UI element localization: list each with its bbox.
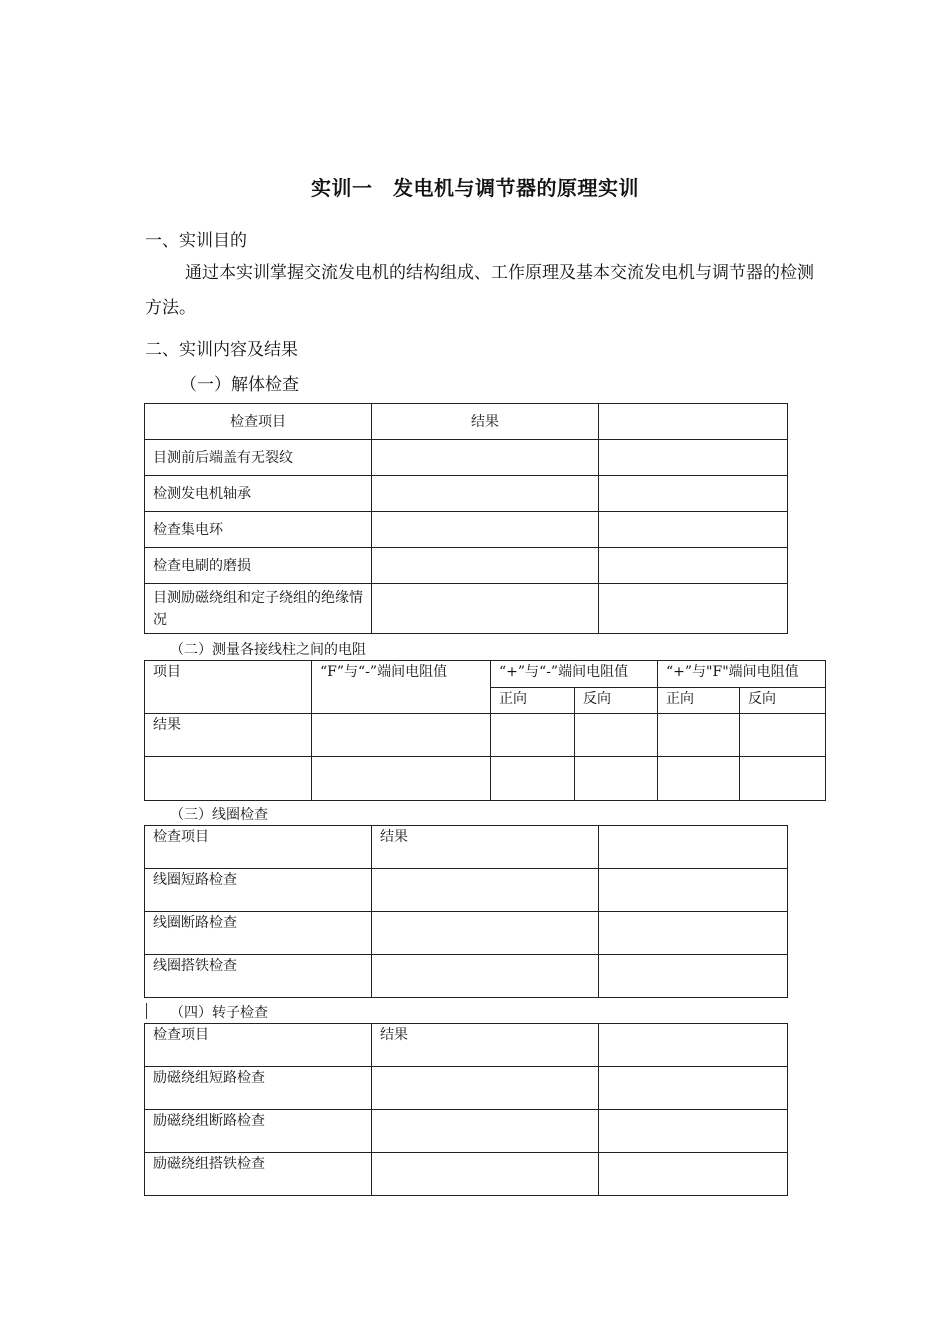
- text-cursor: [146, 1003, 147, 1019]
- table-row: [145, 548, 788, 584]
- table-header-row: [145, 661, 826, 688]
- reverse-label: 反向: [740, 688, 826, 714]
- value-cell[interactable]: [575, 714, 658, 757]
- value-cell[interactable]: [575, 757, 658, 801]
- result-cell[interactable]: [372, 1067, 599, 1110]
- value-cell[interactable]: [658, 714, 740, 757]
- value-cell[interactable]: [740, 757, 826, 801]
- part2-caption: （二）测量各接线柱之间的电阻: [170, 642, 366, 658]
- header-cell-f-minus: “F”与“-”端间电阻值: [312, 661, 491, 714]
- header-cell-plus-f: “+”与"F"端间电阻值: [658, 661, 826, 688]
- result-cell[interactable]: [372, 512, 599, 548]
- table-row: [145, 1110, 788, 1153]
- empty-cell[interactable]: [599, 548, 788, 584]
- rotor-check-table: [144, 1023, 788, 1196]
- empty-cell[interactable]: [599, 1110, 788, 1153]
- value-cell[interactable]: [312, 714, 491, 757]
- header-cell: 检查项目: [145, 404, 372, 440]
- table-row: [145, 757, 826, 801]
- item-cell: 检查电刷的磨损: [145, 548, 372, 584]
- header-cell: 检查项目: [145, 826, 372, 869]
- header-cell: 结果: [372, 826, 599, 869]
- item-cell: 线圈断路检查: [145, 912, 372, 955]
- value-cell[interactable]: [491, 714, 575, 757]
- result-cell[interactable]: [372, 1110, 599, 1153]
- table-header-row: [145, 826, 788, 869]
- table-row: [145, 440, 788, 476]
- reverse-label: 反向: [575, 688, 658, 714]
- value-cell[interactable]: [312, 757, 491, 801]
- empty-cell[interactable]: [599, 476, 788, 512]
- part3-caption: （三）线圈检查: [170, 807, 268, 823]
- part1-caption: （一）解体检查: [180, 375, 299, 395]
- empty-cell[interactable]: [599, 440, 788, 476]
- purpose-paragraph: 通过本实训掌握交流发电机的结构组成、工作原理及基本交流发电机与调节器的检测方法。: [145, 263, 814, 318]
- disassembly-table: [144, 403, 788, 634]
- header-cell: 结果: [372, 1024, 599, 1067]
- header-cell: 检查项目: [145, 1024, 372, 1067]
- result-cell[interactable]: [372, 440, 599, 476]
- value-cell[interactable]: [740, 714, 826, 757]
- page-title: 实训一 发电机与调节器的原理实训: [311, 176, 639, 200]
- table-header-row: [145, 1024, 788, 1067]
- item-cell: 线圈搭铁检查: [145, 955, 372, 998]
- table-row: [145, 476, 788, 512]
- forward-label: 正向: [491, 688, 575, 714]
- item-cell: 检查集电环: [145, 512, 372, 548]
- result-cell[interactable]: [372, 869, 599, 912]
- table-row: [145, 1153, 788, 1196]
- result-cell[interactable]: [372, 912, 599, 955]
- item-cell: 目测前后端盖有无裂纹: [145, 440, 372, 476]
- value-cell[interactable]: [658, 757, 740, 801]
- empty-cell[interactable]: [599, 1067, 788, 1110]
- result-cell[interactable]: [372, 955, 599, 998]
- table-row: [145, 714, 826, 757]
- row-label-result: 结果: [145, 714, 312, 757]
- empty-cell[interactable]: [599, 955, 788, 998]
- empty-cell[interactable]: [599, 912, 788, 955]
- empty-cell[interactable]: [599, 1153, 788, 1196]
- section-heading-content: 二、实训内容及结果: [145, 340, 298, 360]
- empty-cell[interactable]: [599, 584, 788, 634]
- coil-check-table: [144, 825, 788, 998]
- result-cell[interactable]: [372, 1153, 599, 1196]
- section-heading-purpose: 一、实训目的: [145, 231, 247, 251]
- item-cell: 励磁绕组搭铁检查: [145, 1153, 372, 1196]
- item-cell: 励磁绕组断路检查: [145, 1110, 372, 1153]
- empty-cell[interactable]: [599, 512, 788, 548]
- resistance-table: [144, 660, 826, 801]
- item-cell: 励磁绕组短路检查: [145, 1067, 372, 1110]
- part4-caption: （四）转子检查: [170, 1005, 268, 1021]
- result-cell[interactable]: [372, 584, 599, 634]
- header-cell: [599, 1024, 788, 1067]
- value-cell[interactable]: [491, 757, 575, 801]
- header-cell: [599, 826, 788, 869]
- header-cell-plus-minus: “+”与“-”端间电阻值: [491, 661, 658, 688]
- empty-cell[interactable]: [599, 869, 788, 912]
- forward-label: 正向: [658, 688, 740, 714]
- empty-cell[interactable]: [145, 757, 312, 801]
- header-cell: [599, 404, 788, 440]
- header-cell-item: 项目: [145, 661, 312, 714]
- result-cell[interactable]: [372, 476, 599, 512]
- table-row: [145, 1067, 788, 1110]
- item-cell: 目测励磁绕组和定子绕组的绝缘情况: [145, 584, 372, 634]
- item-cell: 检测发电机轴承: [145, 476, 372, 512]
- table-row: [145, 584, 788, 634]
- table-header-row: [145, 404, 788, 440]
- table-row: [145, 955, 788, 998]
- table-row: [145, 869, 788, 912]
- header-cell: 结果: [372, 404, 599, 440]
- item-cell: 线圈短路检查: [145, 869, 372, 912]
- table-row: [145, 512, 788, 548]
- table-row: [145, 912, 788, 955]
- result-cell[interactable]: [372, 548, 599, 584]
